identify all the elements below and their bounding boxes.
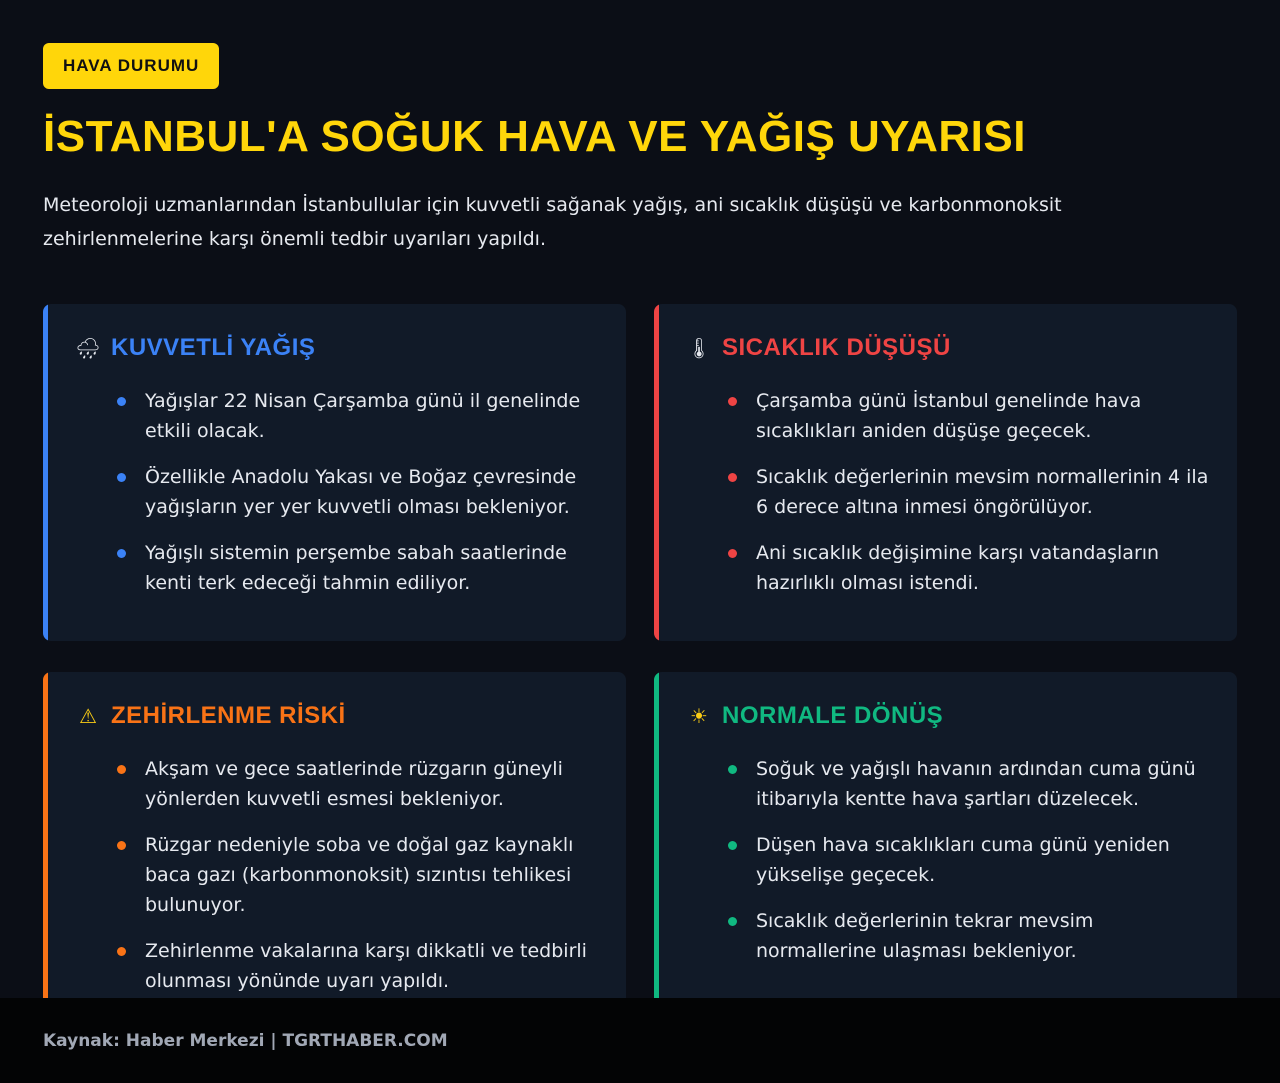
list-item: Düşen hava sıcaklıkları cuma günü yeniden yükselişe geçecek.: [728, 830, 1217, 890]
list-item: Rüzgar nedeniyle soba ve doğal gaz kaynaklı baca gazı (karbonmonoksit) sızıntısı tehlikesi bulunuyor.: [117, 830, 606, 920]
bullet-icon: [117, 947, 126, 956]
bullet-icon: [117, 841, 126, 850]
list-item: Soğuk ve yağışlı havanın ardından cuma günü itibarıyla kentte hava şartları düzelecek.: [728, 754, 1217, 814]
card-list: [728, 754, 1217, 982]
list-item: Özellikle Anadolu Yakası ve Boğaz çevresinde yağışların yer yer kuvvetli olması bekleniyor.: [117, 462, 606, 522]
bullet-icon: [117, 549, 126, 558]
bullet-icon: [728, 765, 737, 774]
card-title: SICAKLIK DÜŞÜŞÜ: [722, 334, 951, 361]
card-list: [728, 386, 1217, 614]
list-item: Yağışlı sistemin perşembe sabah saatlerinde kenti terk edeceği tahmin ediliyor.: [117, 538, 606, 598]
card-accent-bar: [43, 304, 48, 641]
list-item: Çarşamba günü İstanbul genelinde hava sıcaklıkları aniden düşüşe geçecek.: [728, 386, 1217, 446]
card-accent-bar: [654, 304, 659, 641]
rain-cloud-icon: 🌧: [75, 336, 101, 360]
bullet-icon: [117, 473, 126, 482]
card-list: [117, 386, 606, 614]
page-subtitle: Meteoroloji uzmanlarından İstanbullular için kuvvetli sağanak yağış, ani sıcaklık düşüşü ve karbonmonoksit zehirlenmelerine karşı önemli tedbir uyarıları yapıldı.: [43, 194, 1062, 250]
page-title: İSTANBUL'A SOĞUK HAVA VE YAĞIŞ UYARISI: [43, 112, 1026, 161]
category-badge: HAVA DURUMU: [43, 43, 219, 89]
list-item: Sıcaklık değerlerinin mevsim normallerinin 4 ila 6 derece altına inmesi öngörülüyor.: [728, 462, 1217, 522]
card-list: [117, 754, 606, 1012]
list-item: Sıcaklık değerlerinin tekrar mevsim normallerine ulaşması bekleniyor.: [728, 906, 1217, 966]
list-item: Yağışlar 22 Nisan Çarşamba günü il genelinde etkili olacak.: [117, 386, 606, 446]
sun-icon: ☀: [690, 704, 708, 728]
card-title: KUVVETLİ YAĞIŞ: [111, 334, 316, 361]
card-title: NORMALE DÖNÜŞ: [722, 702, 944, 729]
card-return-to-normal: [654, 672, 1237, 1032]
list-item: Akşam ve gece saatlerinde rüzgarın güneyli yönlerden kuvvetli esmesi bekleniyor.: [117, 754, 606, 814]
bullet-icon: [117, 397, 126, 406]
list-item: Ani sıcaklık değişimine karşı vatandaşların hazırlıklı olması istendi.: [728, 538, 1217, 598]
list-item: Zehirlenme vakalarına karşı dikkatli ve tedbirli olunması yönünde uyarı yapıldı.: [117, 936, 606, 996]
source-credit: Kaynak: Haber Merkezi | TGRTHABER.COM: [43, 1030, 448, 1051]
bullet-icon: [728, 549, 737, 558]
bullet-icon: [117, 765, 126, 774]
warning-icon: ⚠: [79, 704, 97, 728]
card-poisoning-risk: [43, 672, 626, 1032]
bullet-icon: [728, 473, 737, 482]
card-accent-bar: [43, 672, 48, 1032]
card-temperature-drop: [654, 304, 1237, 641]
footer: [0, 998, 1280, 1083]
bullet-icon: [728, 841, 737, 850]
bullet-icon: [728, 397, 737, 406]
bullet-icon: [728, 917, 737, 926]
card-title: ZEHİRLENME RİSKİ: [111, 702, 346, 729]
card-heavy-rain: [43, 304, 626, 641]
card-accent-bar: [654, 672, 659, 1032]
thermometer-icon: 🌡: [686, 336, 712, 360]
